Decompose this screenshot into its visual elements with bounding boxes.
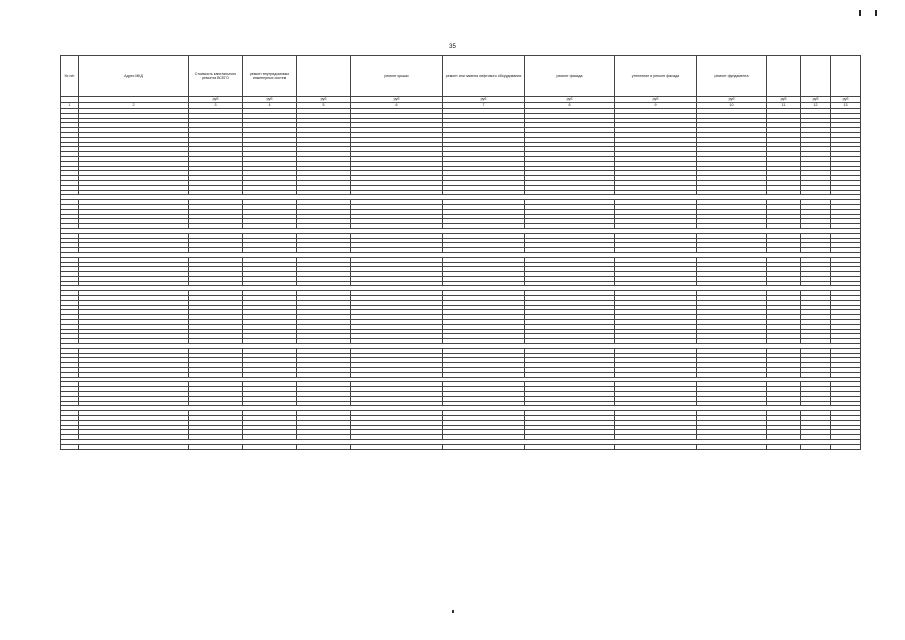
repair-register-table bbox=[60, 55, 861, 450]
column-header bbox=[801, 56, 831, 97]
amount-cell bbox=[443, 444, 525, 449]
column-header: утепление и ремонт фасада bbox=[615, 56, 697, 97]
top-scan-marks bbox=[797, 10, 877, 22]
column-header: Адрес МКД bbox=[79, 56, 189, 97]
column-number-cell: 11 bbox=[767, 103, 801, 109]
amount-cell bbox=[801, 444, 831, 449]
column-header: Стоимость капитального ремонта ВСЕГО bbox=[189, 56, 243, 97]
column-header bbox=[297, 56, 351, 97]
unit-cell: руб bbox=[525, 97, 615, 103]
bottom-scan-mark bbox=[452, 610, 454, 613]
column-number-cell: 4 bbox=[243, 103, 297, 109]
column-header: ремонт крыши bbox=[351, 56, 443, 97]
column-header: ремонт внутридомовых инженерных систем bbox=[243, 56, 297, 97]
unit-cell: руб bbox=[189, 97, 243, 103]
unit-cell: руб bbox=[697, 97, 767, 103]
unit-cell: руб bbox=[831, 97, 861, 103]
unit-cell: руб bbox=[351, 97, 443, 103]
column-number-cell: 6 bbox=[351, 103, 443, 109]
column-number-cell: 3 bbox=[189, 103, 243, 109]
amount-cell bbox=[831, 444, 861, 449]
column-number-cell: 1 bbox=[61, 103, 79, 109]
header-row bbox=[61, 56, 861, 97]
column-header: № п/п bbox=[61, 56, 79, 97]
unit-cell: руб bbox=[297, 97, 351, 103]
column-number-cell: 5 bbox=[297, 103, 351, 109]
table-body bbox=[61, 109, 861, 450]
column-number-cell: 13 bbox=[831, 103, 861, 109]
column-header bbox=[767, 56, 801, 97]
address-cell bbox=[79, 444, 189, 449]
column-number-cell: 10 bbox=[697, 103, 767, 109]
scan-mark bbox=[875, 10, 877, 16]
column-header: ремонт или замена лифтового оборудования bbox=[443, 56, 525, 97]
column-number-cell: 7 bbox=[443, 103, 525, 109]
column-header bbox=[831, 56, 861, 97]
table-header bbox=[61, 56, 861, 109]
amount-cell bbox=[697, 444, 767, 449]
column-number-cell: 2 bbox=[79, 103, 189, 109]
unit-cell: руб bbox=[243, 97, 297, 103]
column-number-cell: 9 bbox=[615, 103, 697, 109]
table-row bbox=[61, 444, 861, 449]
unit-cell: руб bbox=[801, 97, 831, 103]
column-header: ремонт фундамента bbox=[697, 56, 767, 97]
amount-cell bbox=[243, 444, 297, 449]
amount-cell bbox=[189, 444, 243, 449]
row-number-cell bbox=[61, 444, 79, 449]
amount-cell bbox=[297, 444, 351, 449]
column-number-cell: 12 bbox=[801, 103, 831, 109]
amount-cell bbox=[525, 444, 615, 449]
amount-cell bbox=[351, 444, 443, 449]
column-header: ремонт фасада bbox=[525, 56, 615, 97]
unit-cell: руб bbox=[767, 97, 801, 103]
register-sheet bbox=[60, 55, 860, 450]
page-number: 35 bbox=[449, 44, 456, 50]
amount-cell bbox=[767, 444, 801, 449]
unit-cell: руб bbox=[615, 97, 697, 103]
unit-cell: руб bbox=[443, 97, 525, 103]
column-number-cell: 8 bbox=[525, 103, 615, 109]
scan-mark bbox=[859, 10, 861, 16]
amount-cell bbox=[615, 444, 697, 449]
